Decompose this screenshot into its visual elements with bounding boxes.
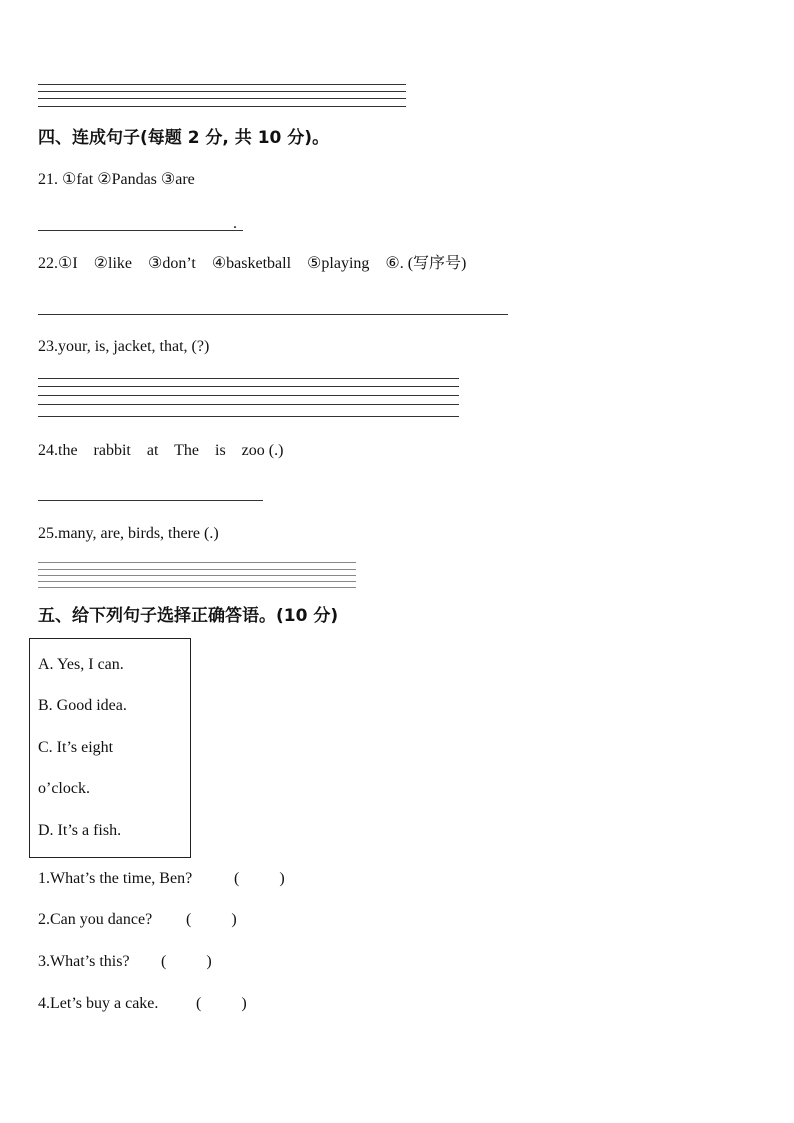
answer-brackets-3[interactable]: ( ) bbox=[161, 953, 212, 970]
answer-line bbox=[38, 395, 459, 396]
answer-line bbox=[38, 91, 406, 92]
question-23: 23.your, is, jacket, that, (?) bbox=[38, 338, 210, 355]
answer-line bbox=[38, 106, 406, 107]
answer-line bbox=[38, 416, 459, 417]
section-4-heading: 四、连成句子(每题 2 分, 共 10 分)。 bbox=[38, 128, 330, 148]
answer-line-22[interactable] bbox=[38, 314, 508, 315]
answer-line bbox=[38, 378, 459, 379]
answer-line bbox=[38, 569, 356, 570]
answer-line bbox=[38, 587, 356, 588]
answer-brackets-2[interactable]: ( ) bbox=[186, 911, 237, 928]
answer-line bbox=[38, 98, 406, 99]
question-5-4: 4.Let’s buy a cake. bbox=[38, 995, 159, 1012]
answer-line bbox=[38, 562, 356, 563]
question-22: 22.①I ②like ③don’t ④basketball ⑤playing ⑥. (写序号) bbox=[38, 255, 467, 272]
section-5-heading: 五、给下列句子选择正确答语。(10 分) bbox=[38, 606, 339, 626]
option-a: A. Yes, I can. bbox=[38, 656, 124, 673]
answer-brackets-1[interactable]: ( ) bbox=[234, 870, 285, 887]
answer-line bbox=[38, 581, 356, 582]
option-b: B. Good idea. bbox=[38, 697, 127, 714]
question-5-1: 1.What’s the time, Ben? bbox=[38, 870, 193, 887]
question-21: 21. ①fat ②Pandas ③are bbox=[38, 171, 195, 188]
option-c-continued: o’clock. bbox=[38, 780, 90, 797]
period-mark: . bbox=[233, 215, 237, 232]
question-25: 25.many, are, birds, there (.) bbox=[38, 525, 219, 542]
answer-line-24[interactable] bbox=[38, 500, 263, 501]
question-5-2: 2.Can you dance? bbox=[38, 911, 153, 928]
answer-line-21[interactable] bbox=[38, 230, 243, 231]
question-24: 24.the rabbit at The is zoo (.) bbox=[38, 442, 284, 459]
question-5-3: 3.What’s this? bbox=[38, 953, 130, 970]
option-c: C. It’s eight bbox=[38, 739, 114, 756]
answer-line bbox=[38, 404, 459, 405]
answer-line bbox=[38, 575, 356, 576]
option-d: D. It’s a fish. bbox=[38, 822, 122, 839]
answer-line bbox=[38, 84, 406, 85]
answer-brackets-4[interactable]: ( ) bbox=[196, 995, 247, 1012]
answer-line bbox=[38, 386, 459, 387]
